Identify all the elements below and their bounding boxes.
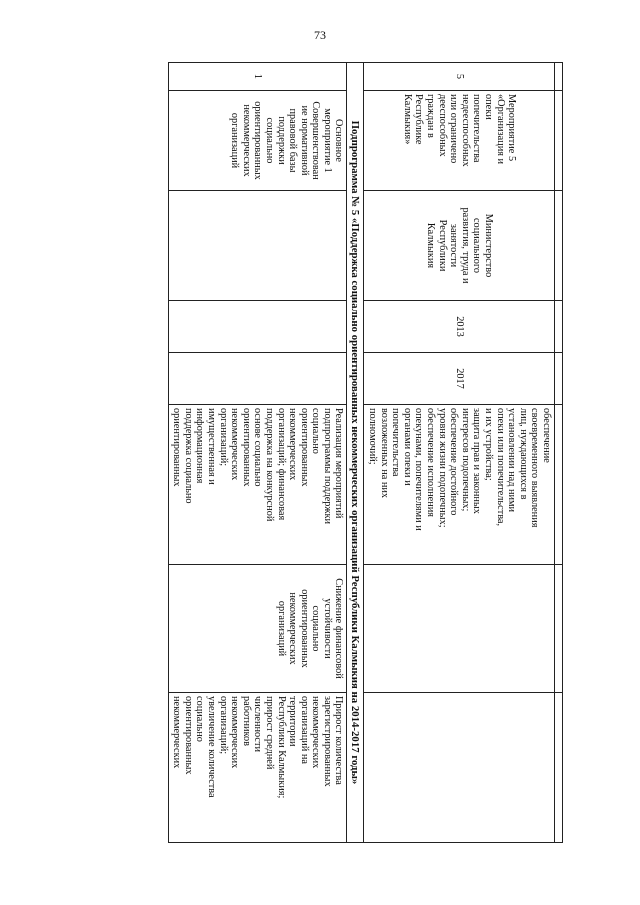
end-year: 2017: [364, 353, 555, 405]
row-number: 1: [168, 63, 347, 91]
start-year: 2013: [364, 301, 555, 353]
executor: Министерство социального развития, труда и занятости Республики Калмыкия: [364, 191, 555, 301]
expected-result: Снижение финансовой устойчивости социально ориентированных некоммерческих организаций: [168, 565, 347, 693]
table-row: [168, 63, 347, 843]
end-year: [168, 353, 347, 405]
event-content: Реализация мероприятий подпрограммы поддержки социально ориентированных некоммерческих организаций; финансовая поддержка на конкурсной основе социально ориентированных некоммерческих организаций; имущественная и информационная поддержка социально ориентированных: [168, 405, 347, 565]
indicator: Прирост количества зарегистрированных некоммерческих организаций на территории Республики Калмыкия; прирост средней численности работников некоммерческих организаций; увеличение количества социально ориентированных некоммерческих: [168, 693, 347, 843]
rotated-table-container: [73, 62, 563, 842]
table-row: [364, 63, 555, 843]
indicator: [364, 693, 555, 843]
page-number: 73: [314, 28, 326, 42]
event-content: обеспечение своевременного выявления лиц, нуждающихся в установлении над ними опеки или попечительства, и их устройства; защита прав и законных интересов подопечных; обеспечение достойного уровня жизни подопечных; обеспечение исполнения опекунами, попечителями и органами опеки и попечительства возложенных на них полномочий;: [364, 405, 555, 565]
expected-result: [364, 565, 555, 693]
subprogram-title: Подпрограмма № 5 «Поддержка социально ориентированных некоммерческих организаций Республики Калмыкия на 2014-2017 годы»: [347, 63, 364, 843]
start-year: [168, 301, 347, 353]
program-table: [168, 62, 563, 843]
row-number: 5: [364, 63, 555, 91]
subprogram-heading-row: [347, 63, 364, 843]
event-name: Мероприятие 5 «Организация и опеки попечительства недееспособных или ограничено дееспособных граждан в Республике Калмыкия»: [364, 91, 555, 191]
event-name: Основное мероприятие 1 Совершенствован ие нормативной правовой базы поддержки социально ориентированных некоммерческих организаций: [168, 91, 347, 191]
executor: [168, 191, 347, 301]
table-header-strip: [555, 63, 563, 843]
